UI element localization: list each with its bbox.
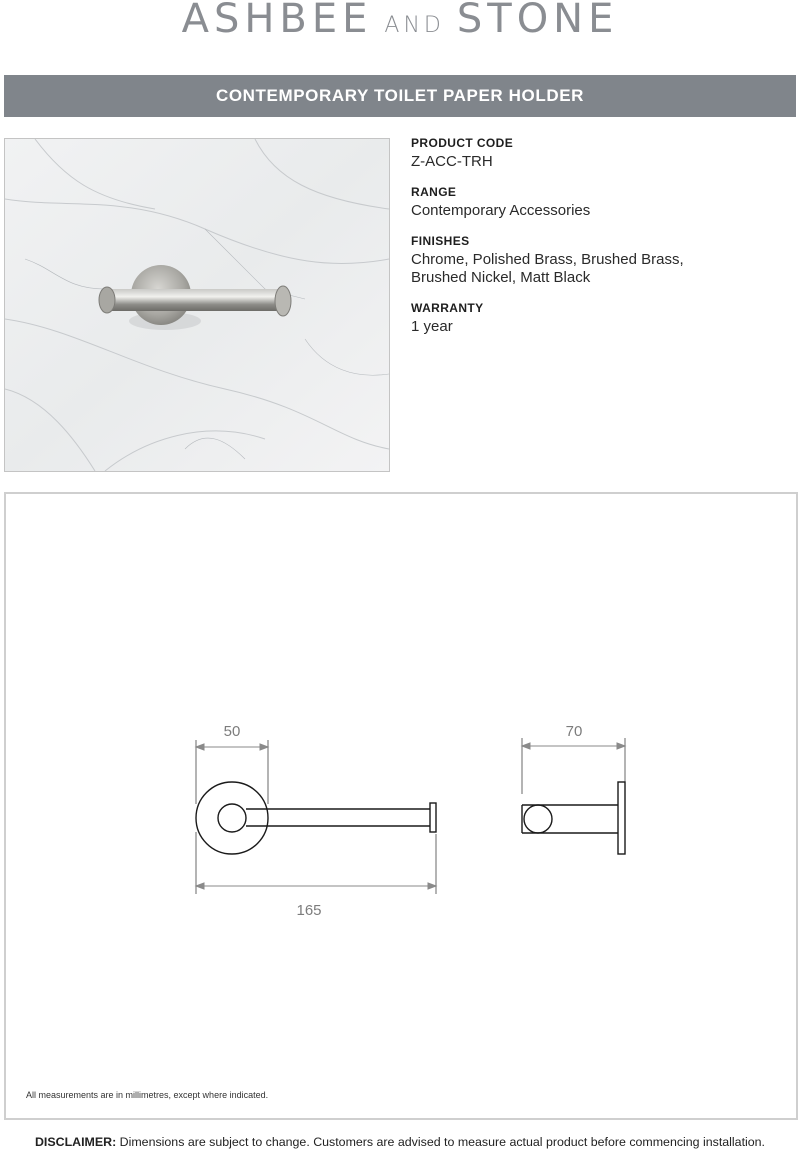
spec-value-line: Chrome, Polished Brass, Brushed Brass,: [411, 251, 684, 268]
technical-drawing: [4, 492, 798, 1120]
brand-word-and: AND: [384, 13, 445, 38]
drawing-svg: [6, 494, 796, 1118]
product-title-bar: [4, 75, 796, 117]
product-photo: [4, 138, 390, 472]
dimension-70-arrow: [522, 743, 625, 749]
brand-word-ashbee: ASHBEE: [181, 0, 373, 42]
side-view: [522, 782, 625, 854]
dimension-50-label: 50: [223, 723, 241, 740]
spec-label: WARRANTY: [411, 301, 484, 315]
spec-finishes: [411, 234, 791, 287]
spec-range: [411, 185, 791, 220]
spec-value-line: Brushed Nickel, Matt Black: [411, 269, 591, 286]
spec-product-code: [411, 136, 791, 171]
dimension-165-arrow: [196, 883, 436, 889]
disclaimer-label: DISCLAIMER:: [34, 1135, 117, 1149]
brand-logo: [0, 0, 800, 40]
spec-value: 1 year: [411, 318, 453, 335]
dimension-165-label: 165: [296, 902, 322, 919]
spec-label: RANGE: [411, 185, 457, 199]
brand-word-stone: STONE: [456, 0, 619, 42]
dimension-50-arrow: [196, 744, 268, 750]
disclaimer: [0, 1135, 800, 1149]
spec-warranty: [411, 301, 791, 336]
spec-value: Contemporary Accessories: [411, 202, 591, 219]
disclaimer-text: Dimensions are subject to change. Customers are advised to measure actual product before commencing installation.: [116, 1135, 765, 1149]
spec-label: FINISHES: [411, 234, 470, 248]
spec-list: [411, 136, 791, 350]
spec-label: PRODUCT CODE: [411, 136, 514, 150]
dimension-70-label: 70: [565, 723, 583, 740]
product-title: CONTEMPORARY TOILET PAPER HOLDER: [215, 86, 585, 105]
spec-value: Z-ACC-TRH: [411, 153, 493, 170]
spec-value: [411, 251, 791, 287]
measurement-note: All measurements are in millimetres, except where indicated.: [26, 1090, 269, 1100]
front-view: [196, 782, 436, 854]
